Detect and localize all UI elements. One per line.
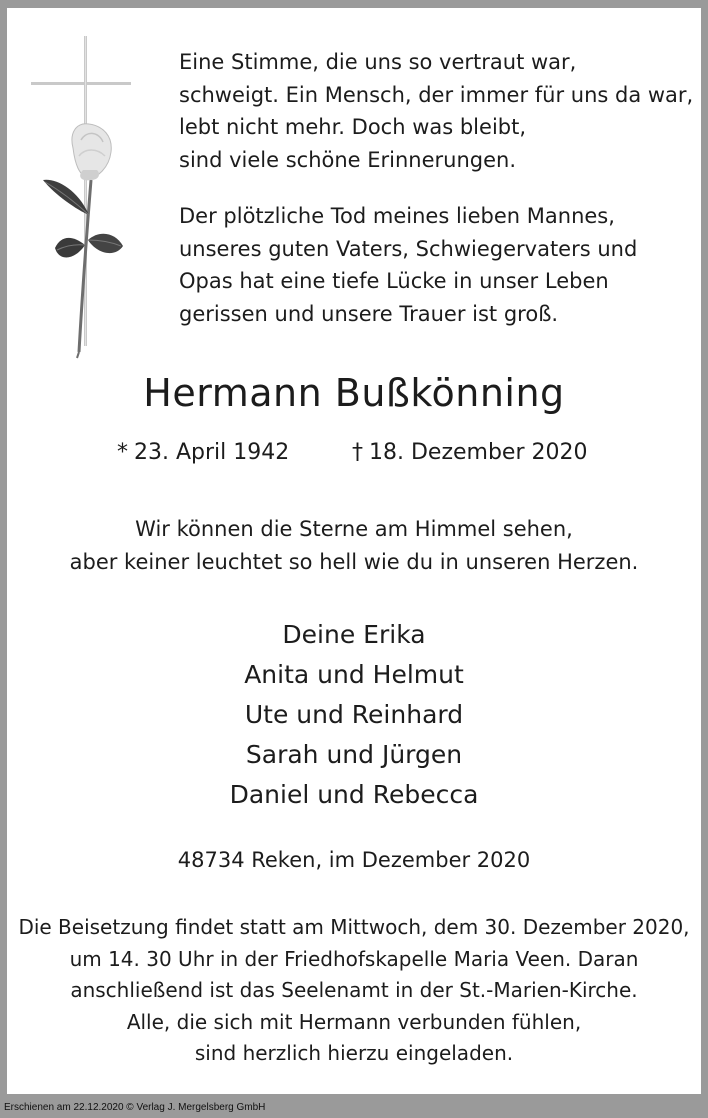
poem-line: lebt nicht mehr. Doch was bleibt,	[179, 115, 527, 139]
funeral-notice	[7, 912, 701, 1070]
memorial-quote	[7, 513, 701, 579]
funeral-line: um 14. 30 Uhr in der Friedhofskapelle Maria Veen. Daran	[69, 946, 639, 971]
quote-line: Wir können die Sterne am Himmel sehen,	[135, 517, 573, 541]
poem-line: Der plötzliche Tod meines lieben Mannes,	[179, 204, 615, 228]
birth-date: 23. April 1942	[134, 440, 290, 465]
poem-line: Opas hat eine tiefe Lücke in unser Leben	[179, 269, 609, 293]
family-member: Sarah und Jürgen	[245, 740, 463, 769]
poem-line: gerissen und unsere Trauer ist groß.	[179, 301, 559, 326]
poem-line: unseres guten Vaters, Schwiegervaters und	[179, 236, 638, 261]
family-member: Daniel und Rebecca	[229, 780, 479, 809]
family-signatures	[7, 615, 701, 815]
funeral-line: sind herzlich hierzu eingeladen.	[194, 1041, 514, 1065]
poem-line: Eine Stimme, die uns so vertraut war,	[179, 50, 577, 74]
obituary-card	[7, 8, 701, 1094]
death-cross-symbol: †	[352, 440, 363, 465]
funeral-line: anschließend ist das Seelenamt in der St.-Marien-Kirche.	[70, 978, 638, 1002]
poem-top	[179, 46, 699, 176]
publication-footer: Erschienen am 22.12.2020 © Verlag J. Mergelsberg GmbH	[4, 1102, 266, 1113]
death-date-group	[352, 438, 588, 468]
place-and-date: 48734 Reken, im Dezember 2020	[177, 848, 531, 872]
poem-line: schweigt. Ein Mensch, der immer für uns da war,	[179, 82, 694, 107]
funeral-line: Alle, die sich mit Hermann verbunden fühlen,	[126, 1009, 582, 1034]
poem-bottom	[179, 200, 699, 330]
family-member: Ute und Reinhard	[244, 700, 464, 729]
funeral-line: Die Beisetzung findet statt am Mittwoch, dem 30. Dezember 2020,	[18, 915, 690, 939]
deceased-name: Hermann Bußkönning	[143, 371, 565, 415]
birth-date-group	[117, 438, 289, 468]
cross-rose-illustration	[25, 30, 135, 360]
death-date: 18. Dezember 2020	[369, 440, 588, 465]
family-member: Anita und Helmut	[244, 660, 464, 689]
poem-line: sind viele schöne Erinnerungen.	[179, 147, 517, 172]
family-member: Deine Erika	[282, 620, 426, 649]
birth-star-symbol: *	[117, 440, 128, 465]
quote-line: aber keiner leuchtet so hell wie du in unseren Herzen.	[69, 550, 639, 574]
rose-icon	[43, 124, 123, 358]
